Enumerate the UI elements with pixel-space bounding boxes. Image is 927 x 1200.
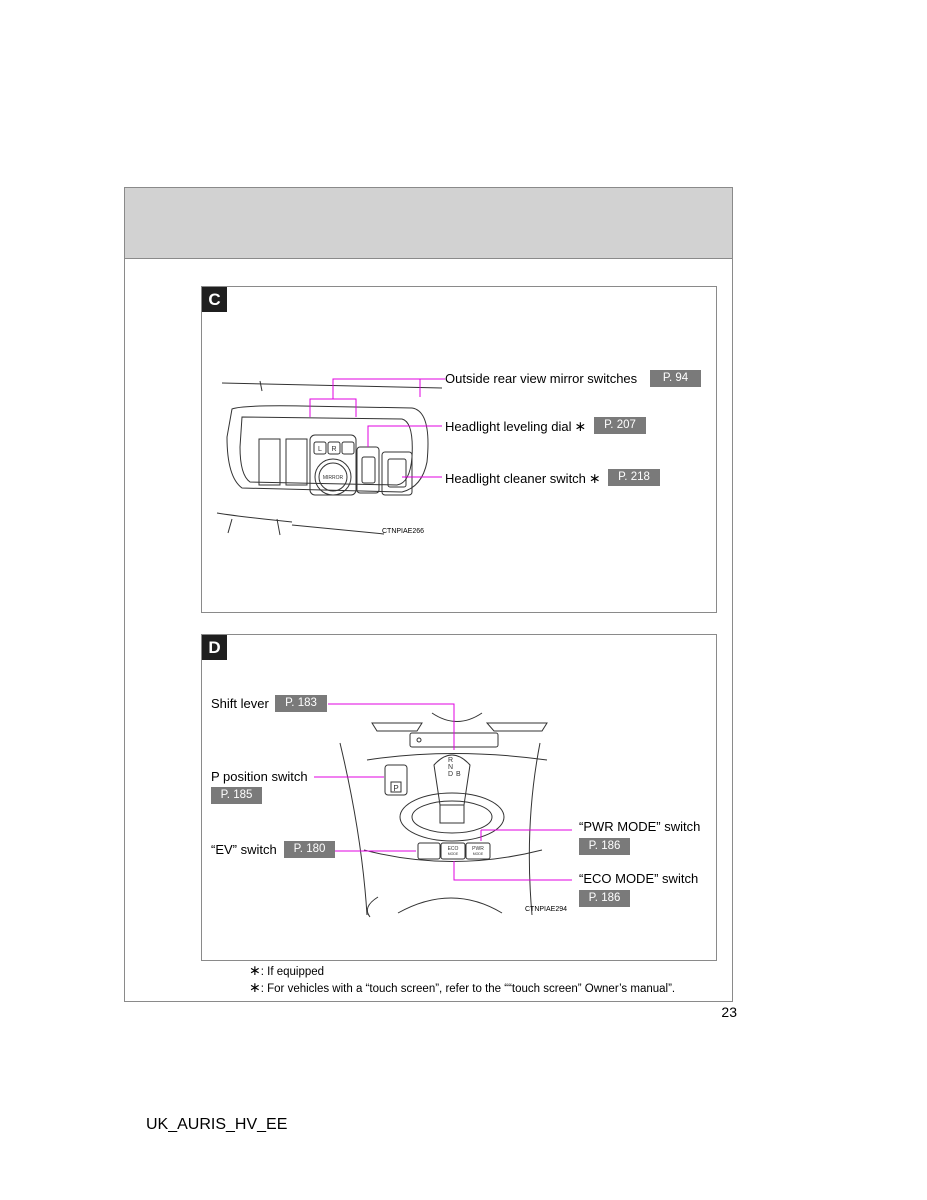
panel-c xyxy=(201,286,717,613)
p-switch-glyph: P xyxy=(393,784,399,793)
footnote-text: : If equipped xyxy=(260,966,325,978)
shift-lever-ref[interactable]: P. 183 xyxy=(275,695,327,712)
p-position-switch-label: P position switch xyxy=(211,769,308,784)
eco-mode-switch-ref[interactable]: P. 186 xyxy=(579,890,630,907)
gear-b-text: B xyxy=(456,771,461,778)
eco-button-subtext: MODE xyxy=(447,852,459,856)
footnote-mark: ∗ xyxy=(249,962,261,978)
cleaner-switch-ref[interactable]: P. 218 xyxy=(608,469,660,486)
ev-switch-label: “EV” switch xyxy=(211,842,277,857)
shift-lever-label: Shift lever xyxy=(211,696,269,711)
pwr-mode-switch-ref[interactable]: P. 186 xyxy=(579,838,630,855)
document-code: UK_AURIS_HV_EE xyxy=(146,1116,288,1133)
footnote-text: : For vehicles with a “touch screen”, refer to the ““touch screen” Owner’s manual”. xyxy=(260,983,676,995)
mirror-switches-label: Outside rear view mirror switches xyxy=(445,371,638,386)
page-number: 23 xyxy=(721,1004,737,1020)
pwr-button-text: PWR xyxy=(472,846,484,852)
panel-c-tag: C xyxy=(202,287,227,312)
eco-mode-switch-label: “ECO MODE” switch xyxy=(579,871,699,886)
mirror-l-text: L xyxy=(318,446,322,453)
leveling-dial-star: ∗ xyxy=(574,418,587,434)
leveling-dial-ref[interactable]: P. 207 xyxy=(594,417,646,434)
mirror-switch-diagram xyxy=(202,287,716,612)
gear-r-text: R xyxy=(448,757,454,764)
mirror-switches-ref[interactable]: P. 94 xyxy=(650,370,701,387)
ev-switch-ref[interactable]: P. 180 xyxy=(284,841,335,858)
footnote-mark: ∗ xyxy=(249,979,261,995)
gear-d-text: D xyxy=(448,771,454,778)
footnote-touch-screen xyxy=(249,979,675,996)
panel-d-image-code: CTNPIAE294 xyxy=(525,906,568,913)
cleaner-switch-star: ∗ xyxy=(588,470,601,486)
eco-button-text: ECO xyxy=(447,846,459,852)
leveling-dial-label xyxy=(445,418,586,435)
panel-d xyxy=(201,634,717,961)
cleaner-switch-label xyxy=(445,470,601,487)
header-band xyxy=(125,188,732,259)
pwr-button-subtext: MODE xyxy=(472,852,484,856)
panel-d-tag: D xyxy=(202,635,227,660)
footnote-if-equipped xyxy=(249,962,324,979)
mirror-dial-text: MIRROR xyxy=(322,475,344,481)
pwr-mode-switch-label: “PWR MODE” switch xyxy=(579,819,701,834)
cleaner-switch-text: Headlight cleaner switch xyxy=(445,471,586,486)
leveling-dial-text: Headlight leveling dial xyxy=(445,419,572,434)
center-console-diagram xyxy=(202,635,716,960)
mirror-r-text: R xyxy=(331,446,337,453)
p-position-switch-ref[interactable]: P. 185 xyxy=(211,787,262,804)
gear-n-text: N xyxy=(448,764,454,771)
panel-c-image-code: CTNPIAE266 xyxy=(382,528,425,535)
